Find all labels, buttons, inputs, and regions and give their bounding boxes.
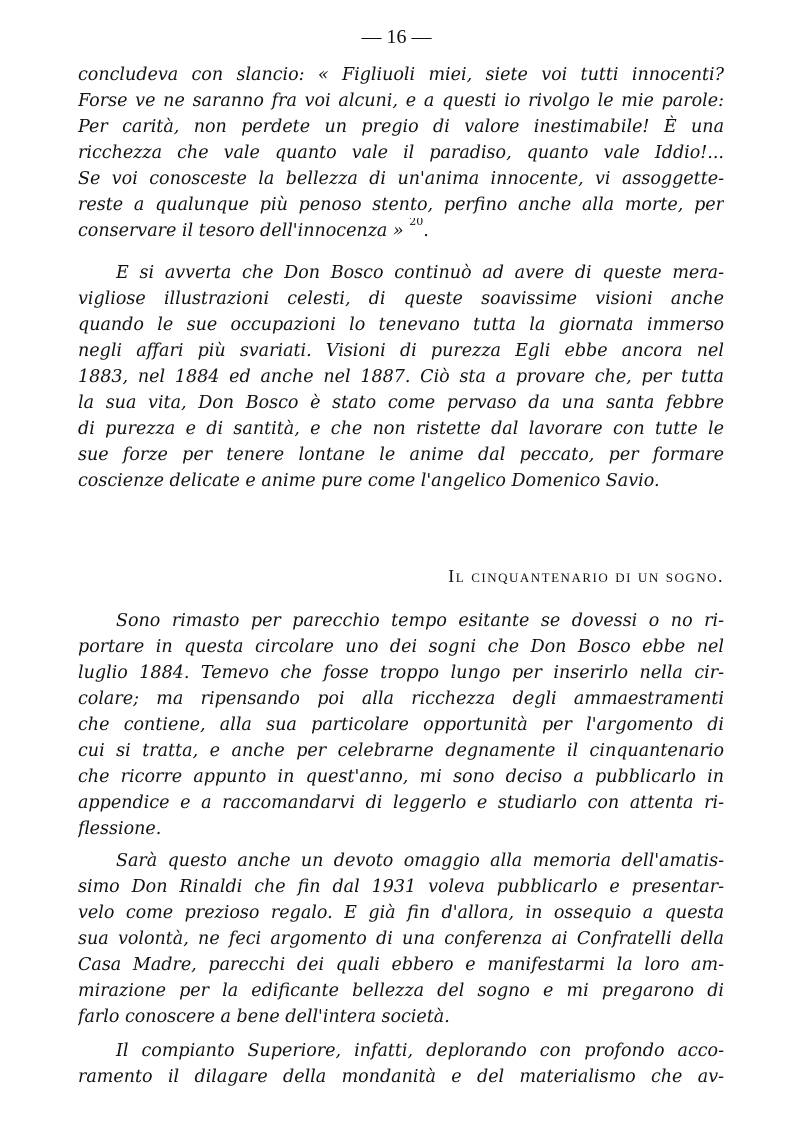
text-line: portare in questa circolare uno dei sogni che Don Bosco ebbe nel [78,637,724,657]
text-line: Per carità, non perdete un pregio di valore inestimabile! È una [78,117,724,137]
text-line: colare; ma ripensando poi alla ricchezza degli ammaestramenti [78,689,724,709]
text-line: Sono rimasto per parecchio tempo esitante se dovessi o no ri- [116,611,724,631]
text-line: reste a qualunque più penoso stento, perfino anche alla morte, per [78,195,724,215]
text-line: appendice e a raccomandarvi di leggerlo e studiarlo con attenta ri- [78,793,724,813]
section-heading: Il cinquantenario di un sogno. [448,566,724,586]
text-line: mirazione per la edificante bellezza del sogno e mi pregarono di [78,981,724,1001]
text-line: Il compianto Superiore, infatti, deplorando con profondo acco- [116,1041,724,1061]
text-line: negli affari più svariati. Visioni di purezza Egli ebbe ancora nel [78,341,724,361]
text-line: coscienze delicate e anime pure come l'angelico Domenico Savio. [78,471,660,491]
text-line: Forse ve ne saranno fra voi alcuni, e a questi io rivolgo le mie parole: [78,91,724,111]
text-line: ricchezza che vale quanto vale il paradiso, quanto vale Iddio!... [78,143,724,163]
paragraph-5 [78,1038,724,1090]
text-line: sua volontà, ne feci argomento di una conferenza ai Confratelli della [78,929,724,949]
paragraph-3 [78,608,724,842]
text-line: cui si tratta, e anche per celebrarne degnamente il cinquantenario [78,741,724,761]
text-line: sue forze per tenere lontane le anime dal peccato, per formare [78,445,724,465]
page-number: — 16 — [361,26,432,48]
text-line: Sarà questo anche un devoto omaggio alla memoria dell'amatis- [116,851,724,871]
text-line: luglio 1884. Temevo che fosse troppo lungo per inserirlo nella cir- [78,663,724,683]
text-line: che contiene, alla sua particolare opportunità per l'argomento di [78,715,724,735]
text-line: vigliose illustrazioni celesti, di queste soavissime visioni anche [78,289,724,309]
text-line: quando le sue occupazioni lo tenevano tutta la giornata immerso [78,315,724,335]
text-line-with-note: conservare il tesoro dell'innocenza » $^{20}$. [78,218,724,244]
footnote-reference: 20 [409,218,424,228]
text-line: farlo conoscere a bene dell'intera società. [78,1007,450,1027]
text-line: velo come prezioso regalo. E già fin d'allora, in ossequio a questa [78,903,724,923]
text-line: E si avverta che Don Bosco continuò ad avere di queste mera- [116,263,724,283]
text-line: che ricorre appunto in quest'anno, mi sono deciso a pubblicarlo in [78,767,724,787]
text-line: ramento il dilagare della mondanità e del materialismo che av- [78,1067,724,1087]
text-line: Casa Madre, parecchi dei quali ebbero e manifestarmi la loro am- [78,955,724,975]
text-line: simo Don Rinaldi che fin dal 1931 voleva pubblicarlo e presentar- [78,877,724,897]
paragraph-1 [78,62,724,244]
text-line: flessione. [78,819,162,839]
text-line: la sua vita, Don Bosco è stato come pervaso da una santa febbre [78,393,724,413]
text-line: concludeva con slancio: « Figliuoli miei, siete voi tutti innocenti? [78,65,724,85]
text-line: 1883, nel 1884 ed anche nel 1887. Ciò sta a provare che, per tutta [78,367,724,387]
paragraph-2 [78,260,724,494]
paragraph-4 [78,848,724,1030]
text-line: conservare il tesoro dell'innocenza » [78,221,404,241]
text-line: Se voi conosceste la bellezza di un'anima innocente, vi assoggette- [78,169,724,189]
text-line: di purezza e di santità, e che non ristette dal lavorare con tutte le [78,419,724,439]
